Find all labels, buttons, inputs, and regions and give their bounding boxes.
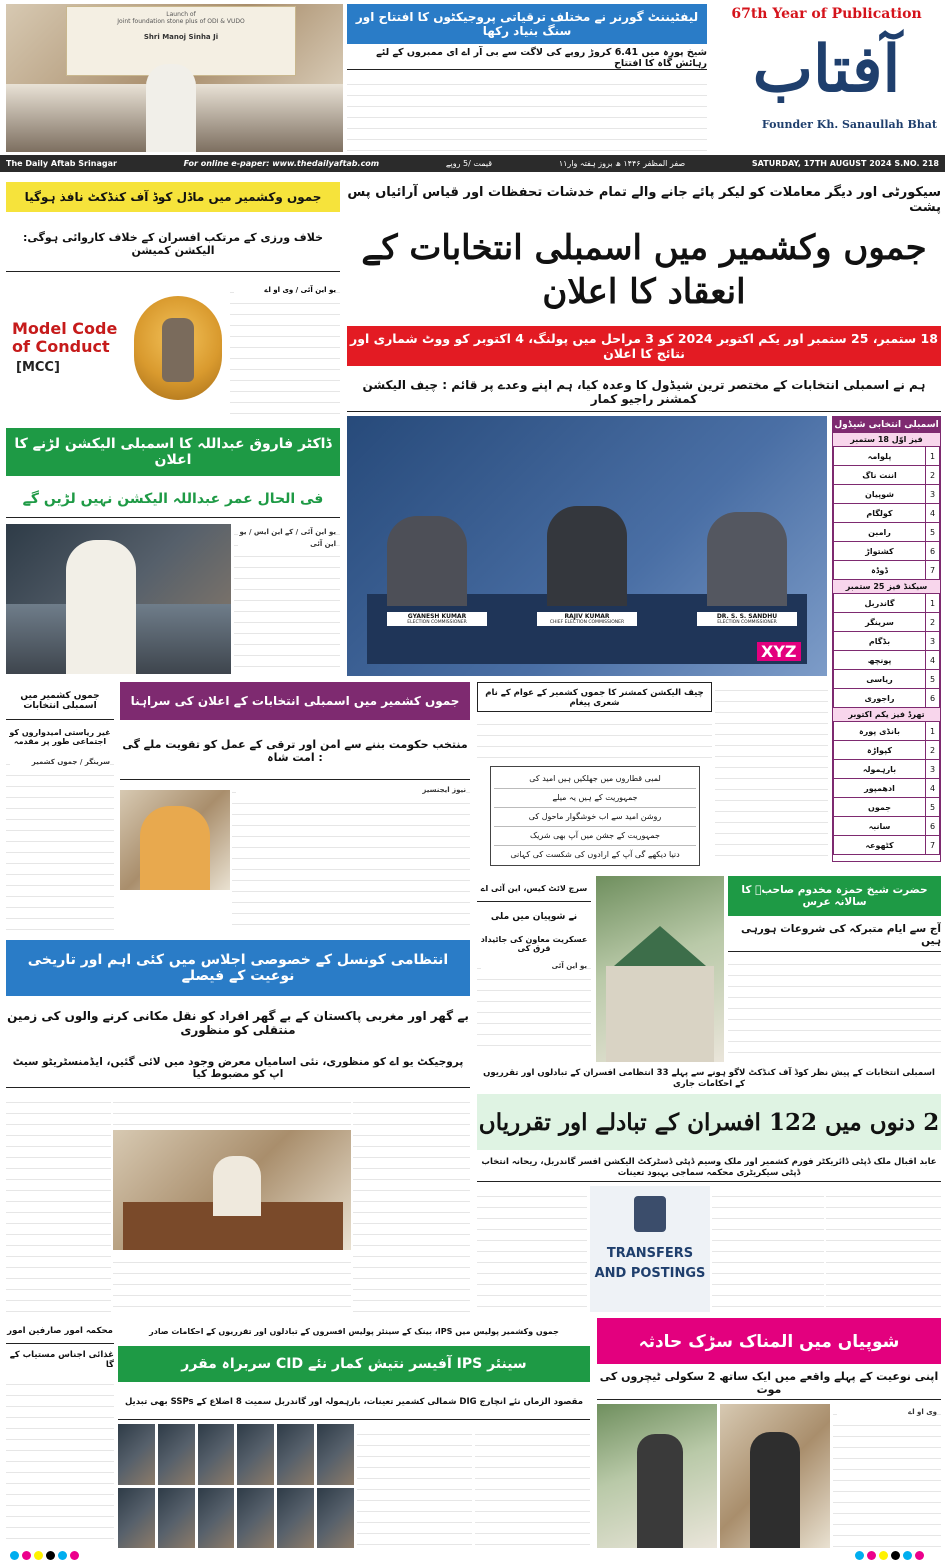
schedule-row-district: کشتواڑ xyxy=(834,542,926,561)
police-body-right xyxy=(475,1424,590,1548)
schedule-row-district: ادھمپور xyxy=(834,779,926,798)
lead-body xyxy=(715,680,828,862)
schedule-row-district: پونچھ xyxy=(834,651,926,670)
schedule-row xyxy=(834,670,940,689)
top-story-columns xyxy=(347,74,707,152)
left-bottom-headline: محکمہ امور صارفین امور xyxy=(6,1318,114,1344)
schedule-title: اسمبلی انتخابی شیڈول xyxy=(833,417,940,433)
schedule-row-district: ڈوڈہ xyxy=(834,561,926,580)
cec-poem xyxy=(490,766,700,866)
schedule-phase2-table xyxy=(833,593,940,708)
schedule-row-district: بانڈی پورہ xyxy=(834,722,926,741)
lead-quote: ہم نے اسمبلی انتخابات کے مختصر ترین شیڈول کا وعدہ کیا، ہم اپنے وعدے پر قائم : چیف الیکشن کمشنر راجیو کمار xyxy=(347,372,941,412)
poem-line-2: جمہوریت کے ہیں یہ میلے xyxy=(494,789,696,808)
schedule-row-district: پلوامہ xyxy=(834,447,926,466)
officer-photo xyxy=(237,1424,274,1485)
shrine-subhead: آج سے ایام متبرکہ کی شروعات ہورہی ہیں xyxy=(728,918,941,952)
schedule-row-district: کٹھوعہ xyxy=(834,836,926,855)
accident-sub: اپنی نوعیت کے پہلے واقعے میں ایک ساتھ 2 سکولی ٹیچروں کی موت xyxy=(597,1366,941,1400)
masthead-photo xyxy=(6,4,343,152)
amit-shah-body: نیوز ایجنسیز xyxy=(232,782,470,934)
mcc-graphic xyxy=(6,282,228,422)
officer-photo xyxy=(158,1424,195,1485)
schedule-row-number: 5 xyxy=(926,670,940,689)
accident-body: وی او اے xyxy=(833,1404,941,1548)
schedule-phase3: تھرڈ فیز یکم اکتوبر xyxy=(833,708,940,721)
schedule-row-number: 6 xyxy=(926,689,940,708)
shrine-roof xyxy=(614,926,706,966)
schedule-phase2: سیکنڈ فیز 25 ستمبر xyxy=(833,580,940,593)
police-body-mid xyxy=(357,1424,472,1548)
schedule-box xyxy=(832,416,941,862)
schedule-row-district: شوپیان xyxy=(834,485,926,504)
shrine-photo xyxy=(596,876,724,1062)
lead-kicker: سیکورٹی اور دیگر معاملات کو لیکر پائے جانے والے تمام خدشات تحفظات اور قیاس آرائیاں پس پشت xyxy=(347,185,941,215)
official-right xyxy=(707,512,787,606)
caption-gyanesh: GYANESH KUMAR ELECTION COMMISSIONER xyxy=(387,612,487,626)
banner-line-2: Joint foundation stone plus of ODI & VUDO xyxy=(117,18,245,25)
amit-shah-headline: جموں کشمیر میں اسمبلی انتخابات کے اعلان کی سراہنا xyxy=(120,682,470,720)
banner-line-1: Launch of xyxy=(166,11,196,18)
mcc-headline: جموں وکشمیر میں ماڈل کوڈ آف کنڈکٹ نافذ ہوگیا xyxy=(6,182,340,212)
nia-body: یو این آئی xyxy=(477,958,591,1056)
council-body-left xyxy=(6,1092,111,1312)
schedule-row-number: 4 xyxy=(926,779,940,798)
schedule-row-number: 1 xyxy=(926,722,940,741)
accident-photo-2 xyxy=(720,1404,830,1548)
schedule-row-district: جموں xyxy=(834,798,926,817)
mcc-title: Model Code of Conduct xyxy=(12,319,118,356)
council-sub2: پروجیکٹ یو اے کو منظوری، نئی اسامیاں معرض وجود میں لائی گئیں، ایڈمنسٹریٹو سیٹ اپ کو مضبوط کیا xyxy=(6,1048,470,1088)
lead-headline: جموں وکشمیر میں اسمبلی انتخابات کے انعقاد کا اعلان xyxy=(361,228,927,312)
accident-headline: شوپیاں میں المناک سڑک حادثہ xyxy=(597,1318,941,1364)
schedule-row xyxy=(834,836,940,855)
top-headline-bar xyxy=(347,4,707,44)
poem-line-5: دنیا دیکھے گی آپ کے ارادوں کی شکست کی کہانی xyxy=(510,850,680,859)
news-logo: XYZ xyxy=(757,642,801,661)
farooq-body: یو این آئی / کے این ایس / یو این آئی xyxy=(234,524,340,674)
amit-shah-photo xyxy=(120,790,230,890)
farooq-photo xyxy=(6,524,231,674)
schedule-row-number: 3 xyxy=(926,485,940,504)
police-officers-grid xyxy=(118,1424,354,1548)
emblem-icon xyxy=(634,1196,666,1232)
schedule-row-number: 4 xyxy=(926,651,940,670)
official-center xyxy=(547,506,627,606)
officer-photo xyxy=(158,1488,195,1549)
officer-photo xyxy=(198,1424,235,1485)
price: قیمت /5 روپے xyxy=(445,159,493,168)
schedule-row-district: بڈگام xyxy=(834,632,926,651)
left-col-subhead: غیر ریاستی امیدواروں کو اجتماعی طور پر مقدمہ xyxy=(9,728,111,746)
officer-photo xyxy=(198,1488,235,1549)
speaker xyxy=(66,540,136,674)
lead-photo xyxy=(347,416,827,676)
accident-photo-1 xyxy=(597,1404,717,1548)
officer-photo xyxy=(118,1424,155,1485)
schedule-row-district: اننت ناگ xyxy=(834,466,926,485)
schedule-row xyxy=(834,561,940,580)
farooq-subhead: فی الحال عمر عبداللہ الیکشن نہیں لڑیں گے xyxy=(6,480,340,518)
top-headline: لیفٹیننٹ گورنر نے مختلف ترقیاتی پروجیکٹوں کا افتتاح اور سنگ بنیاد رکھا xyxy=(355,10,699,38)
schedule-row xyxy=(834,741,940,760)
paper-name: The Daily Aftab Srinagar xyxy=(6,159,117,168)
top-subheadline: شیخ پورہ میں 6.41 کروڑ روپے کی لاگت سے بی آر اے ای ممبروں کے لئے رہائش گاہ کا افتتاح xyxy=(347,46,707,70)
nia-sub: نے شوپیان میں ملی xyxy=(490,912,578,922)
epaper-link[interactable]: For online e-paper: www.thedailyaftab.com xyxy=(183,159,380,168)
mcc-hand-icon xyxy=(162,318,194,382)
speaker-figure xyxy=(146,64,196,152)
schedule-row-number: 2 xyxy=(926,741,940,760)
schedule-row-district: راجوری xyxy=(834,689,926,708)
schedule-row-number: 4 xyxy=(926,504,940,523)
officer-photo xyxy=(277,1488,314,1549)
amit-shah-subhead: منتخب حکومت بننے سے امن اور ترقی کے عمل کو تقویت ملے گی : امت شاہ xyxy=(120,722,470,780)
year-of-publication: 67th Year of Publication xyxy=(731,6,922,22)
amit-shah-figure xyxy=(140,806,210,890)
schedule-row-number: 6 xyxy=(926,817,940,836)
officer-photo xyxy=(317,1488,354,1549)
schedule-row xyxy=(834,466,940,485)
schedule-row xyxy=(834,485,940,504)
transfers-headline: 2 دنوں میں 122 افسران کے تبادلے اور تقرریاں xyxy=(477,1094,941,1150)
schedule-row-district: کولگام xyxy=(834,504,926,523)
masthead-logo-block xyxy=(712,2,941,152)
print-color-marks-left xyxy=(10,1551,90,1561)
urdu-date: ۱۱صفر المظفر ۱۴۴۶ ھ بروز ہفتہ وار xyxy=(558,159,686,168)
caption-rajiv: RAJIV KUMAR CHIEF ELECTION COMMISSIONER xyxy=(537,612,637,626)
shrine-building xyxy=(606,966,714,1062)
schedule-row-number: 5 xyxy=(926,523,940,542)
shrine-body xyxy=(728,954,941,1062)
police-sub: مقصود الزماں نئے انچارج DIG شمالی کشمیر تعینات، بارہمولہ اور گاندربل سمیت 8 اضلاع کے SSPs بھی تبدیل xyxy=(118,1384,590,1420)
officer-photo xyxy=(277,1424,314,1485)
left-bottom-sub: غذائی اجناس مستیاب کے گا xyxy=(9,1349,114,1370)
schedule-row xyxy=(834,817,940,836)
schedule-phase3-table xyxy=(833,721,940,855)
poem-line-3: روشن امید سے اب خوشگوار ماحول کی xyxy=(494,808,696,827)
council-body-mid2 xyxy=(113,1252,351,1312)
council-body-right xyxy=(353,1092,470,1312)
schedule-row-number: 2 xyxy=(926,613,940,632)
schedule-row xyxy=(834,594,940,613)
council-body-mid xyxy=(113,1092,351,1128)
schedule-row xyxy=(834,779,940,798)
schedule-row-number: 6 xyxy=(926,542,940,561)
transfers-body-right xyxy=(826,1186,941,1312)
transfers-kicker: اسمبلی انتخابات کے پیش نظر کوڈ آف کنڈکٹ لاگو ہونے سے پہلے 33 انتظامی افسران کے تبادلوں اور تقرریوں کے احکامات جاری xyxy=(483,1068,935,1089)
schedule-row xyxy=(834,651,940,670)
schedule-row xyxy=(834,798,940,817)
police-kicker: جموں وکشمیر پولیس میں IPS، بینک کے سینئر پولیس افسروں کے تبادلوں اور تقرریوں کے احکامات صادر xyxy=(149,1326,559,1336)
schedule-row-district: گاندربل xyxy=(834,594,926,613)
transfers-graphic xyxy=(590,1186,710,1312)
schedule-row xyxy=(834,447,940,466)
council-sub1: بے گھر اور مغربی پاکستان کے بے گھر افراد کو نقل مکانی کرنے والوں کی زمین منتقلی کو منظوری xyxy=(7,1009,469,1037)
council-headline: انتظامی کونسل کے خصوصی اجلاس میں کئی اہم اور تاریخی نوعیت کے فیصلے xyxy=(6,940,470,996)
mcc-abbr: [MCC] xyxy=(16,360,60,375)
farooq-headline: ڈاکٹر فاروق عبداللہ کا اسمبلی الیکشن لڑنے کا اعلان xyxy=(6,428,340,476)
info-bar xyxy=(0,155,945,172)
nia-sub2: عسکریت معاون کی جائیداد قرق کی xyxy=(480,935,588,953)
poem-line-4: جمہوریت کے جشن میں آپ بھی شریک xyxy=(494,827,696,846)
left-col-body: سرینگر / جموں کشمیر xyxy=(6,754,114,934)
cec-message-intro xyxy=(477,714,712,764)
issue-date: SATURDAY, 17TH AUGUST 2024 S.NO. 218 xyxy=(751,159,939,168)
schedule-row xyxy=(834,689,940,708)
police-headline: سینئر IPS آفیسر نتیش کمار نئے CID سربراہ مقرر xyxy=(118,1346,590,1382)
schedule-row-number: 7 xyxy=(926,561,940,580)
mcc-subhead: خلاف ورزی کے مرتکب افسران کے خلاف کاروائی ہوگی: الیکشن کمیشن xyxy=(6,216,340,272)
transfers-line-2: AND POSTINGS xyxy=(594,1266,706,1281)
mcc-body: یو این آئی / وی او اے xyxy=(230,282,340,422)
caption-sandhu: DR. S. S. SANDHU ELECTION COMMISSIONER xyxy=(697,612,797,626)
meeting-chair xyxy=(213,1156,261,1216)
schedule-row-district: بارہمولہ xyxy=(834,760,926,779)
schedule-row xyxy=(834,760,940,779)
print-color-marks-right xyxy=(855,1551,935,1561)
schedule-row-district: سانبہ xyxy=(834,817,926,836)
founder-line: Founder Kh. Sanaullah Bhat xyxy=(761,118,937,131)
schedule-row xyxy=(834,504,940,523)
cec-message-headline: چیف الیکشن کمشنر کا جموں کشمیر کے عوام کے نام شعری پیغام xyxy=(477,682,712,712)
left-col-headline: جموں کشمیر میں اسمبلی انتخابات xyxy=(6,682,114,720)
shrine-headline: حضرت شیخ حمزہ مخدوم صاحبؒ کا سالانہ عرس xyxy=(728,876,941,916)
transfers-line-1: TRANSFERS xyxy=(606,1246,694,1261)
schedule-row xyxy=(834,632,940,651)
schedule-row-number: 7 xyxy=(926,836,940,855)
schedule-row-number: 2 xyxy=(926,466,940,485)
officer-photo xyxy=(317,1424,354,1485)
logo-text: آفتاب xyxy=(752,32,901,107)
schedule-row-number: 1 xyxy=(926,594,940,613)
officer-photo xyxy=(118,1488,155,1549)
schedule-row xyxy=(834,542,940,561)
schedule-row xyxy=(834,523,940,542)
victim-figure-2 xyxy=(750,1432,800,1548)
schedule-row-number: 5 xyxy=(926,798,940,817)
officer-photo xyxy=(237,1488,274,1549)
schedule-row-district: ریاسی xyxy=(834,670,926,689)
lead-red-banner: 18 ستمبر، 25 ستمبر اور یکم اکتوبر 2024 کو 3 مراحل میں پولنگ، 4 اکتوبر کو ووٹ شماری اور نتائج کا اعلان xyxy=(347,326,941,366)
victim-figure-1 xyxy=(637,1434,683,1548)
nia-headline: سرچ لائٹ کیس، این آئی اے xyxy=(477,876,591,902)
schedule-row-district: رامبن xyxy=(834,523,926,542)
schedule-phase1-table xyxy=(833,446,940,580)
poem-line-1: لمبی قطاروں میں جھلکیں ہیں امید کی xyxy=(494,770,696,789)
left-bottom-body xyxy=(6,1374,114,1548)
schedule-row-district: سرینگر xyxy=(834,613,926,632)
schedule-row-number: 1 xyxy=(926,447,940,466)
transfers-sub: عابد اقبال ملک ڈپٹی ڈائریکٹر فورم کشمیر اور ملک وسیم ڈپٹی ڈسٹرکٹ الیکشن افسر گاندربل، ریحانہ انتخاب ڈپٹی سیکریٹری محکمہ سماجی بہبود تعینات xyxy=(477,1152,941,1182)
banner-line-3: Shri Manoj Sinha Ji xyxy=(143,33,219,41)
schedule-row xyxy=(834,722,940,741)
schedule-row-district: کپواڑہ xyxy=(834,741,926,760)
official-left xyxy=(387,516,467,606)
transfers-body-left xyxy=(477,1186,587,1312)
transfers-body-mid xyxy=(712,1186,824,1312)
council-meeting-photo xyxy=(113,1130,351,1250)
schedule-phase1: فیز اوّل 18 ستمبر xyxy=(833,433,940,446)
schedule-row-number: 3 xyxy=(926,632,940,651)
schedule-row-number: 3 xyxy=(926,760,940,779)
schedule-row xyxy=(834,613,940,632)
